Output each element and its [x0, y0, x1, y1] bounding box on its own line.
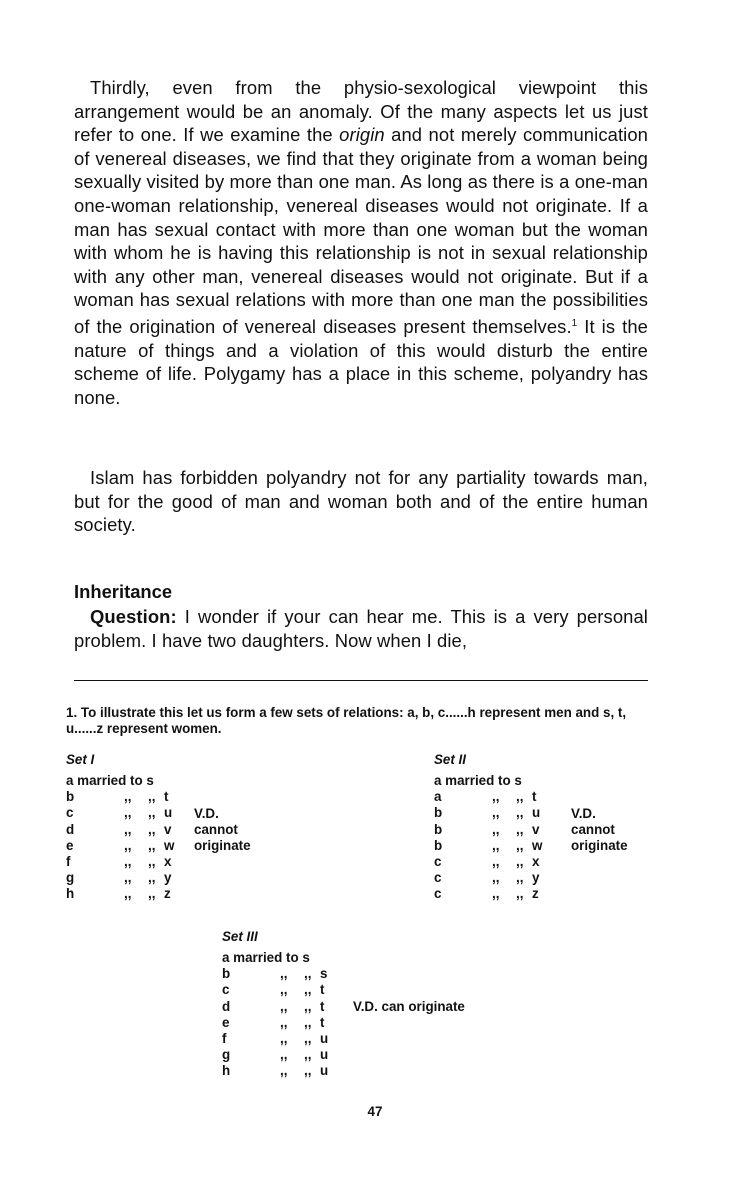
- set-row-cell: ,,: [124, 805, 132, 821]
- set-row-cell: y: [164, 870, 172, 886]
- set-row-cell: ,,: [492, 821, 500, 837]
- set-row-cell: x: [164, 853, 172, 869]
- set-row-cell: t: [320, 998, 325, 1014]
- set-row-cell: u: [320, 1030, 329, 1046]
- question-text: I wonder if your can hear me. This is a very personal problem. I have two daughters. Now when I die,: [74, 606, 648, 651]
- set-row-cell: ,,: [304, 998, 312, 1014]
- set-row-cell: ,,: [148, 789, 156, 805]
- set-row: [434, 870, 542, 886]
- set-row-cell: b: [434, 837, 443, 853]
- set-2-note: [571, 806, 628, 855]
- set-row: [434, 838, 542, 854]
- set-row-cell: ,,: [280, 1047, 288, 1063]
- set-row-cell: c: [434, 853, 442, 869]
- set-row: [434, 854, 542, 870]
- set-row: [66, 838, 174, 854]
- set-row: [222, 1031, 328, 1047]
- set-row-cell: v: [164, 821, 172, 837]
- set-note-line: originate: [571, 838, 628, 854]
- set-row-cell: ,,: [280, 1014, 288, 1030]
- set-row-cell: ,,: [124, 821, 132, 837]
- set-row-cell: a: [434, 789, 442, 805]
- set-row-first: [434, 773, 542, 789]
- text-span: and not merely communication of venereal diseases, we find that they originate from a woman being sexually visited by more than one man. As long as there is a one-man one-woman relationship, venereal diseases would not originate. If a man has sexual contact with more than one woman but the woman with whom he is having this relationship is not in sexual relationship with any other man, venereal diseases would not originate. But if a woman has sexual relations with more than one man the possibilities of the origination of venereal diseases present themselves.: [74, 124, 648, 338]
- set-2-title: Set II: [434, 752, 466, 767]
- set-row-cell: z: [532, 886, 539, 902]
- set-row-cell: ,,: [304, 1063, 312, 1079]
- set-row: [66, 854, 174, 870]
- set-row-cell: w: [164, 837, 175, 853]
- set-row-cell: ,,: [124, 886, 132, 902]
- set-row-cell: x: [532, 853, 540, 869]
- set-row: [222, 1047, 328, 1063]
- set-row-cell: h: [222, 1063, 231, 1079]
- set-row-cell: ,,: [124, 789, 132, 805]
- set-row-cell: ,,: [516, 886, 524, 902]
- paragraph-question: [74, 605, 648, 652]
- question-label: Question:: [90, 606, 177, 627]
- set-note-line: V.D.: [194, 806, 219, 821]
- set-row-cell: ,,: [492, 870, 500, 886]
- set-row: [66, 870, 174, 886]
- set-3-table: [222, 950, 328, 1080]
- set-row-cell: u: [320, 1047, 329, 1063]
- set-row-cell: ,,: [280, 966, 288, 982]
- set-row-cell: g: [222, 1047, 231, 1063]
- set-row-cell: d: [222, 998, 231, 1014]
- set-row-cell: b: [222, 966, 231, 982]
- set-row-cell: ,,: [148, 837, 156, 853]
- set-row-cell: ,,: [516, 853, 524, 869]
- set-row-first: [66, 773, 174, 789]
- set-row-cell: ,,: [304, 982, 312, 998]
- set-row-cell: u: [320, 1063, 329, 1079]
- set-row-cell: t: [164, 789, 169, 805]
- set-row-cell: ,,: [304, 1030, 312, 1046]
- set-row-cell: ,,: [304, 966, 312, 982]
- set-row-cell: ,,: [492, 886, 500, 902]
- set-row-cell: c: [434, 886, 442, 902]
- set-note-line: originate: [194, 838, 251, 854]
- set-row: [434, 789, 542, 805]
- set-row: [222, 1063, 328, 1079]
- set-row-cell: t: [320, 1014, 325, 1030]
- set-note-line: V.D.: [571, 806, 596, 821]
- footnote-divider: [74, 680, 648, 681]
- set-row-cell: ,,: [304, 1047, 312, 1063]
- set-row: [222, 999, 328, 1015]
- set-row-cell: c: [434, 870, 442, 886]
- set-row-cell: u: [164, 805, 173, 821]
- set-row-cell: ,,: [304, 1014, 312, 1030]
- set-row-cell: u: [532, 805, 541, 821]
- set-row-cell: ,,: [124, 870, 132, 886]
- set-row-cell: d: [66, 821, 75, 837]
- set-row-cell: ,,: [280, 982, 288, 998]
- page-number: 47: [367, 1104, 383, 1119]
- footnote-text: 1. To illustrate this let us form a few sets of relations: a, b, c......h represent men and s, t, u......z represent women.: [66, 705, 627, 736]
- set-1-note: [194, 806, 251, 855]
- set-row-cell: e: [66, 837, 74, 853]
- set-row-cell: b: [434, 805, 443, 821]
- set-row-cell: ,,: [492, 789, 500, 805]
- set-row-cell: c: [222, 982, 230, 998]
- set-row: [222, 966, 328, 982]
- set-1-table: [66, 773, 174, 903]
- footnote-marker[interactable]: 1: [571, 317, 578, 329]
- set-row-cell: ,,: [148, 821, 156, 837]
- set-row-cell: ,,: [516, 837, 524, 853]
- set-row-cell: ,,: [124, 837, 132, 853]
- set-row-cell: b: [434, 821, 443, 837]
- set-row-cell: ,,: [124, 853, 132, 869]
- paragraph-islam-forbidden: Islam has forbidden polyandry not for any partiality towards man, but for the good of man and woman both and of the entire human society.: [74, 467, 648, 536]
- set-row-cell: t: [320, 982, 325, 998]
- emphasis-origin: origin: [339, 124, 385, 146]
- set-note-line: cannot: [571, 822, 615, 838]
- set-3-title: Set III: [222, 929, 258, 944]
- set-row-cell: a married to s: [222, 950, 310, 965]
- set-row-cell: g: [66, 870, 75, 886]
- set-row-cell: ,,: [516, 805, 524, 821]
- set-row-cell: b: [66, 789, 75, 805]
- set-row-cell: t: [532, 789, 537, 805]
- set-row-cell: ,,: [280, 1063, 288, 1079]
- set-row: [434, 886, 542, 902]
- set-row-cell: ,,: [516, 821, 524, 837]
- set-row-cell: ,,: [516, 870, 524, 886]
- set-row-cell: ,,: [492, 837, 500, 853]
- set-3-note: [353, 999, 465, 1015]
- set-row: [434, 822, 542, 838]
- section-heading-inheritance: Inheritance: [74, 581, 173, 602]
- set-note-line: cannot: [194, 822, 238, 838]
- set-note-line: V.D. can originate: [353, 999, 465, 1014]
- set-row-cell: ,,: [492, 805, 500, 821]
- set-row-cell: ,,: [280, 998, 288, 1014]
- set-row-cell: w: [532, 837, 543, 853]
- set-row-cell: h: [66, 886, 75, 902]
- set-row-cell: ,,: [148, 886, 156, 902]
- paragraph-polyandry-anomaly: [74, 76, 648, 409]
- set-row-cell: ,,: [516, 789, 524, 805]
- set-row-cell: f: [66, 853, 71, 869]
- set-row-cell: ,,: [492, 853, 500, 869]
- set-2-table: [434, 773, 542, 903]
- set-row: [66, 822, 174, 838]
- set-row: [434, 805, 542, 821]
- set-row-cell: z: [164, 886, 171, 902]
- set-row-cell: ,,: [280, 1030, 288, 1046]
- set-row: [222, 982, 328, 998]
- set-row-cell: s: [320, 966, 328, 982]
- set-1-title: Set I: [66, 752, 95, 767]
- text-span: Thirdly, even from the physio-sexological viewpoint this arrangement would be an anomaly. Of the many aspects let us just refer to one. If we examine the: [74, 77, 648, 146]
- set-row-cell: ,,: [148, 805, 156, 821]
- set-row-cell: c: [66, 805, 74, 821]
- set-row: [66, 805, 174, 821]
- set-row-first: [222, 950, 328, 966]
- set-row-cell: a married to s: [434, 773, 522, 788]
- set-row-cell: v: [532, 821, 540, 837]
- set-row-cell: f: [222, 1030, 227, 1046]
- set-row-cell: a married to s: [66, 773, 154, 788]
- set-row: [222, 1015, 328, 1031]
- set-row-cell: y: [532, 870, 540, 886]
- set-row-cell: ,,: [148, 853, 156, 869]
- set-row-cell: e: [222, 1014, 230, 1030]
- set-row: [66, 886, 174, 902]
- set-row-cell: ,,: [148, 870, 156, 886]
- text-span: It is the nature of things and a violation of this would disturb the entire scheme of life. Polygamy has a place in this scheme, polyandry has none.: [74, 316, 648, 408]
- set-row: [66, 789, 174, 805]
